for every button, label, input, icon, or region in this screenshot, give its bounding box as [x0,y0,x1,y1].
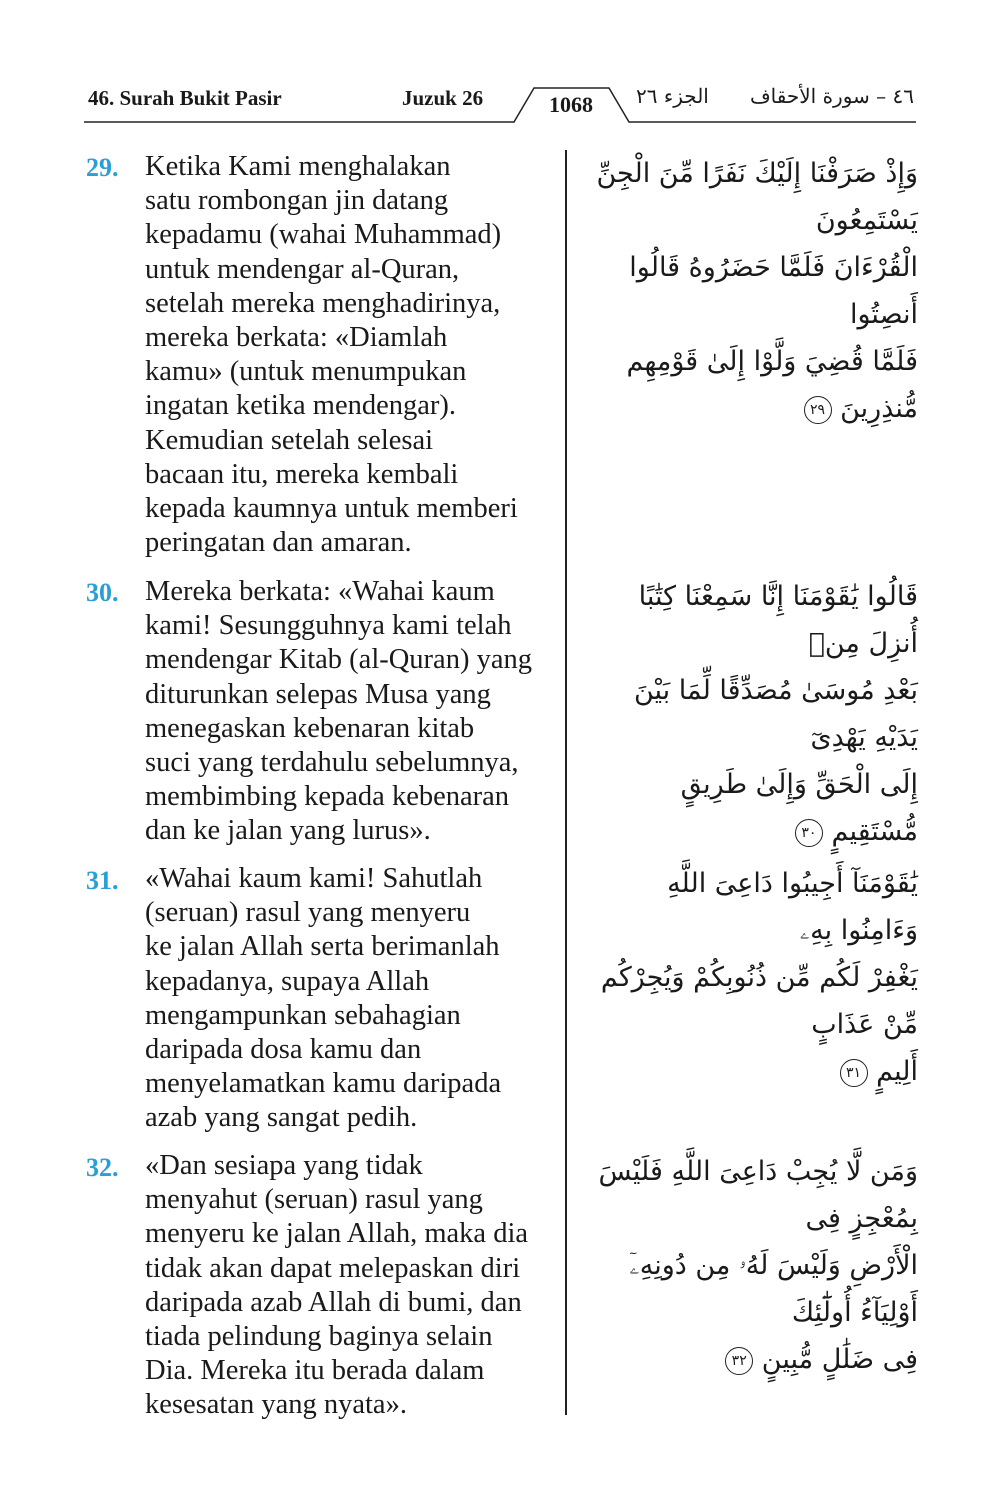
column-divider [565,150,567,1415]
verse-translation: «Dan sesiapa yang tidak menyahut (seruan) rasul yang menyeru ke jalan Allah, maka dia tidak akan dapat melepaskan diri daripada azab Allah di bumi, dan tiada pelindung baginya selain Dia. Mereka itu berada dalam kesesatan yang nyata». [145,1150,529,1421]
ayah-marker-icon: ٣٢ [725,1347,753,1375]
ayah-marker-icon: ٢٩ [804,396,832,424]
arabic-text: وَإِذْ صَرَفْنَا إِلَيْكَ نَفَرًا مِّنَ الْجِنِّ يَسْتَمِعُونَ الْقُرْءَانَ فَلَمَّا حَضَرُوهُ قَالُوا أَنصِتُوا فَلَمَّا قُضِيَ وَلَّوْا إِلَىٰ قَوْمِهِم مُّنذِرِينَ [596,158,918,424]
surah-title-latin: 46. Surah Bukit Pasir [88,86,282,110]
juzuk-label-latin: Juzuk 26 [402,86,484,110]
ayah-marker-icon: ٣١ [840,1059,868,1087]
arabic-text: وَمَن لَّا يُجِبْ دَاعِىَ اللَّهِ فَلَيْسَ بِمُعْجِزٍ فِى الْأَرْضِ وَلَيْسَ لَهُۥ مِن دُونِهِۦٓ أَوْلِيَآءُ أُولَٰٓئِكَ فِى ضَلَٰلٍ مُّبِينٍ [598,1156,918,1375]
verse-translation: Ketika Kami menghalakan satu rombongan jin datang kepadamu (wahai Muhammad) untuk mendengar al-Quran, setelah mereka menghadirinya, mereka berkata: «Diamlah kamu» (untuk menumpukan ingatan ketika mendengar). Kemudian setelah selesai bacaan itu, mereka kembali kepada kaumnya untuk memberi peringatan dan amaran. [145,151,518,559]
arabic-text: يَٰقَوْمَنَآ أَجِيبُوا دَاعِىَ اللَّهِ وَءَامِنُوا بِهِۦ يَغْفِرْ لَكُم مِّن ذُنُوبِكُمْ وَيُجِرْكُم مِّنْ عَذَابٍ أَلِيمٍ [600,868,918,1087]
juzuk-label-arabic: الجزء ٢٦ [636,84,709,108]
verse-arabic [588,573,918,855]
ayah-marker-icon: ٣٠ [795,819,823,847]
verse-number: 31. [86,866,119,895]
page-number: 1068 [549,92,593,117]
verse-translation: Mereka berkata: «Wahai kaum kami! Sesungguhnya kami telah mendengar Kitab (al-Quran) yang diturunkan selepas Musa yang menegaskan kebenaran kitab suci yang terdahulu sebelumnya, membimbing kepada kebenaran dan ke jalan yang lurus». [145,576,532,847]
verse-number: 32. [86,1153,119,1182]
verse-arabic [588,1148,918,1383]
page-header [84,82,916,124]
verse-translation: «Wahai kaum kami! Sahutlah (seruan) rasul yang menyeru ke jalan Allah serta berimanlah kepadanya, supaya Allah mengampunkan sebahagian daripada dosa kamu dan menyelamatkan kamu daripada azab yang sangat pedih. [145,863,502,1134]
surah-title-arabic: ٤٦ – سورة الأحقاف [749,84,914,108]
verse-number: 30. [86,578,119,607]
arabic-text: قَالُوا يَٰقَوْمَنَا إِنَّا سَمِعْنَا كِتَٰبًا أُنزِلَ مِنۢ بَعْدِ مُوسَىٰ مُصَدِّقًا لِّمَا بَيْنَ يَدَيْهِ يَهْدِىٓ إِلَى الْحَقِّ وَإِلَىٰ طَرِيقٍ مُّسْتَقِيمٍ [633,581,918,847]
verse-arabic [588,860,918,1095]
verse-arabic [588,150,918,432]
verse-number: 29. [86,153,119,182]
